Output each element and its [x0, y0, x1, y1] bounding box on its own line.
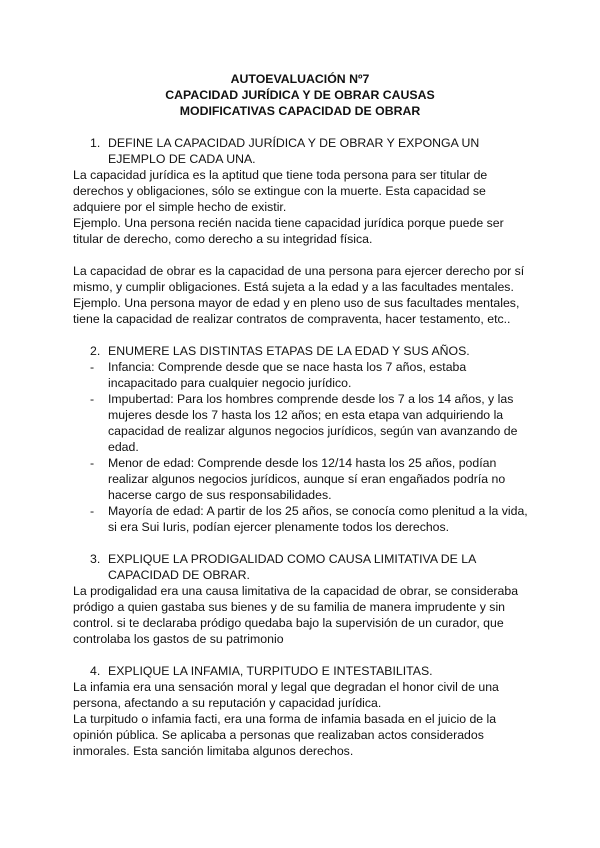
list-item-menor-de-edad-line: realizar algunos negocios jurídicos, aunque sí eran engañados podría no — [108, 472, 506, 486]
answer-4-line: persona, afectando a su reputación y capacidad jurídica. — [73, 696, 382, 710]
answer-1-paragraph-1-line: adquiere por el simple hecho de existir. — [73, 200, 287, 214]
document-title-line-2: CAPACIDAD JURÍDICA Y DE OBRAR CAUSAS — [165, 88, 435, 102]
answer-4-line: La turpitudo o infamia facti, era una forma de infamia basada en el juicio de la — [73, 712, 497, 726]
question-4-number: 4. — [90, 664, 101, 678]
question-3-number: 3. — [90, 552, 101, 566]
list-item-mayoria-de-edad-line: si era Sui Iuris, podían ejercer plenamente todos los derechos. — [108, 520, 450, 534]
answer-1-paragraph-1-line: titular de derecho, como derecho a su integridad física. — [73, 232, 373, 246]
answer-1-paragraph-2-line: mismo, y cumplir obligaciones. Está sujeta a la edad y a las facultades mentales. — [73, 280, 514, 294]
list-item-menor-de-edad-line: hacerse cargo de sus responsabilidades. — [108, 488, 332, 502]
document-title-line-1: AUTOEVALUACIÓN Nº7 — [230, 72, 370, 86]
list-item-infancia-line: incapacitado para cualquier negocio jurídico. — [108, 376, 352, 390]
list-item-menor-de-edad-line: Menor de edad: Comprende desde los 12/14 hasta los 25 años, podían — [108, 456, 497, 470]
list-item-impubertad-line: edad. — [108, 440, 139, 454]
answer-4-line: inmorales. Esta sanción limitaba algunos derechos. — [73, 744, 354, 758]
list-bullet: - — [90, 504, 95, 518]
list-item-mayoria-de-edad-line: Mayoría de edad: A partir de los 25 años, se conocía como plenitud a la vida, — [108, 504, 528, 518]
question-4-text: EXPLIQUE LA INFAMIA, TURPITUDO E INTESTABILITAS. — [108, 664, 433, 678]
answer-3-line: La prodigalidad era una causa limitativa de la capacidad de obrar, se consideraba — [73, 584, 519, 598]
answer-1-paragraph-1-line: La capacidad jurídica es la aptitud que tiene toda persona para ser titular de — [73, 168, 488, 182]
answer-3-line: control. si te declaraba pródigo quedaba bajo la supervisión de un curador, que — [73, 616, 504, 630]
document-title-line-3: MODIFICATIVAS CAPACIDAD DE OBRAR — [179, 104, 421, 118]
answer-1-paragraph-1-line: Ejemplo. Una persona recién nacida tiene capacidad jurídica porque puede ser — [73, 216, 504, 230]
question-1-text-line-1: DEFINE LA CAPACIDAD JURÍDICA Y DE OBRAR Y EXPONGA UN — [108, 136, 480, 150]
list-bullet: - — [90, 392, 95, 406]
answer-1-paragraph-1-line: derechos y obligaciones, sólo se extingue con la muerte. Esta capacidad se — [73, 184, 486, 198]
list-bullet: - — [90, 360, 95, 374]
question-1-text-line-2: EJEMPLO DE CADA UNA. — [108, 152, 256, 166]
list-item-impubertad-line: mujeres desde los 7 hasta los 12 años; en esta etapa van adquiriendo la — [108, 408, 504, 422]
question-3-text-line-2: CAPACIDAD DE OBRAR. — [108, 568, 250, 582]
question-2-text: ENUMERE LAS DISTINTAS ETAPAS DE LA EDAD Y SUS AÑOS. — [108, 344, 470, 358]
answer-3-line: pródigo a quien gastaba sus bienes y de su familia de manera imprudente y sin — [73, 600, 506, 614]
answer-4-line: opinión pública. Se aplicaba a personas que realizaban actos considerados — [73, 728, 484, 742]
list-bullet: - — [90, 456, 95, 470]
answer-1-paragraph-2-line: tiene la capacidad de realizar contratos de compraventa, hacer testamento, etc.. — [73, 312, 511, 326]
question-3-text-line-1: EXPLIQUE LA PRODIGALIDAD COMO CAUSA LIMITATIVA DE LA — [108, 552, 477, 566]
question-1-number: 1. — [90, 136, 101, 150]
list-item-impubertad-line: Impubertad: Para los hombres comprende desde los 7 a los 14 años, y las — [108, 392, 514, 406]
answer-3-line: controlaba los gastos de su patrimonio — [73, 632, 284, 646]
list-item-infancia-line: Infancia: Comprende desde que se nace hasta los 7 años, estaba — [108, 360, 467, 374]
list-item-impubertad-line: capacidad de realizar algunos negocios jurídicos, según van avanzando de — [108, 424, 518, 438]
question-2-number: 2. — [90, 344, 101, 358]
answer-4-line: La infamia era una sensación moral y legal que degradan el honor civil de una — [73, 680, 499, 694]
answer-1-paragraph-2-line: Ejemplo. Una persona mayor de edad y en pleno uso de sus facultades mentales, — [73, 296, 520, 310]
answer-1-paragraph-2-line: La capacidad de obrar es la capacidad de una persona para ejercer derecho por sí — [73, 264, 525, 278]
